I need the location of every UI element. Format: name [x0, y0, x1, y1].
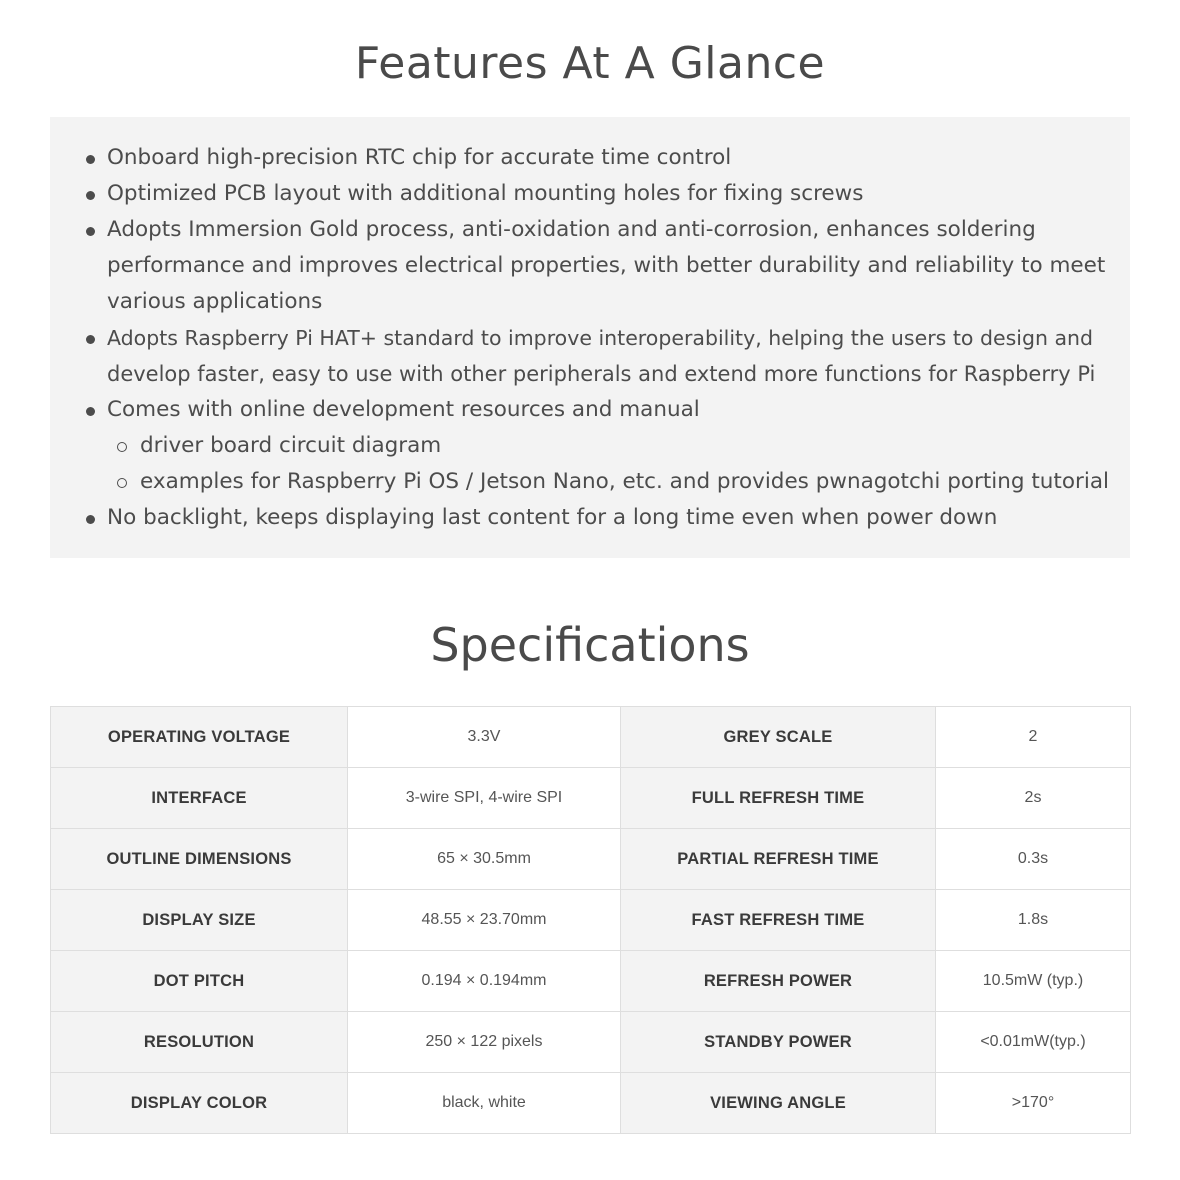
spec-value: 3.3V: [348, 707, 621, 768]
spec-value: black, white: [348, 1073, 621, 1134]
spec-value: 2s: [936, 768, 1131, 829]
spec-label: RESOLUTION: [51, 1012, 348, 1073]
specifications-heading: Specifications: [430, 618, 750, 672]
spec-label: DISPLAY COLOR: [51, 1073, 348, 1134]
features-panel: [50, 117, 1130, 558]
feature-item: [50, 252, 1130, 288]
spec-value: <0.01mW(typ.): [936, 1012, 1131, 1073]
spec-label: FAST REFRESH TIME: [621, 890, 936, 951]
bullet-icon: [86, 191, 95, 200]
feature-item: [50, 288, 1130, 324]
hollow-bullet-icon: [117, 442, 127, 452]
spec-label: OUTLINE DIMENSIONS: [51, 829, 348, 890]
feature-sub-item: [50, 432, 1130, 468]
feature-item: [50, 180, 1130, 216]
feature-text: Optimized PCB layout with additional mounting holes for fixing screws: [107, 181, 864, 206]
specifications-table: [50, 706, 1131, 1134]
spec-label: VIEWING ANGLE: [621, 1073, 936, 1134]
feature-item: [50, 144, 1130, 180]
spec-label: FULL REFRESH TIME: [621, 768, 936, 829]
spec-value: 65 × 30.5mm: [348, 829, 621, 890]
spec-row: [51, 890, 1131, 951]
spec-value: 0.194 × 0.194mm: [348, 951, 621, 1012]
feature-text: performance and improves electrical properties, with better durability and reliability to meet: [107, 253, 1106, 278]
feature-item: [50, 216, 1130, 252]
spec-row: [51, 829, 1131, 890]
feature-text: Comes with online development resources and manual: [107, 397, 700, 422]
feature-text: driver board circuit diagram: [140, 433, 442, 458]
features-heading: Features At A Glance: [354, 38, 826, 89]
spec-value: 2: [936, 707, 1131, 768]
feature-text: No backlight, keeps displaying last content for a long time even when power down: [107, 505, 998, 530]
spec-row: [51, 707, 1131, 768]
spec-row: [51, 768, 1131, 829]
feature-text: various applications: [107, 289, 323, 314]
feature-sub-item: [50, 468, 1130, 504]
spec-value: >170°: [936, 1073, 1131, 1134]
bullet-icon: [86, 515, 95, 524]
spec-value: 48.55 × 23.70mm: [348, 890, 621, 951]
spec-label: PARTIAL REFRESH TIME: [621, 829, 936, 890]
bullet-icon: [86, 335, 95, 344]
feature-item: [50, 396, 1130, 432]
feature-item: [50, 504, 1130, 540]
feature-text: Adopts Immersion Gold process, anti-oxidation and anti-corrosion, enhances soldering: [107, 217, 1036, 242]
specifications-table-body: [51, 707, 1131, 1134]
spec-value: 250 × 122 pixels: [348, 1012, 621, 1073]
spec-value: 3-wire SPI, 4-wire SPI: [348, 768, 621, 829]
bullet-icon: [86, 227, 95, 236]
spec-label: STANDBY POWER: [621, 1012, 936, 1073]
feature-text: Adopts Raspberry Pi HAT+ standard to improve interoperability, helping the users to design and: [107, 326, 1094, 350]
spec-value: 1.8s: [936, 890, 1131, 951]
spec-row: [51, 951, 1131, 1012]
spec-label: OPERATING VOLTAGE: [51, 707, 348, 768]
feature-text: examples for Raspberry Pi OS / Jetson Nano, etc. and provides pwnagotchi porting tutorial: [140, 469, 1109, 494]
spec-row: [51, 1012, 1131, 1073]
spec-label: INTERFACE: [51, 768, 348, 829]
bullet-icon: [86, 407, 95, 416]
spec-label: REFRESH POWER: [621, 951, 936, 1012]
feature-text: develop faster, easy to use with other peripherals and extend more functions for Raspberry Pi: [107, 362, 1096, 386]
hollow-bullet-icon: [117, 478, 127, 488]
spec-value: 0.3s: [936, 829, 1131, 890]
feature-text: Onboard high-precision RTC chip for accurate time control: [107, 145, 732, 170]
spec-label: DISPLAY SIZE: [51, 890, 348, 951]
spec-label: GREY SCALE: [621, 707, 936, 768]
features-list: [50, 144, 1130, 540]
feature-item: [50, 360, 1130, 396]
bullet-icon: [86, 155, 95, 164]
spec-label: DOT PITCH: [51, 951, 348, 1012]
spec-row: [51, 1073, 1131, 1134]
spec-value: 10.5mW (typ.): [936, 951, 1131, 1012]
feature-item: [50, 324, 1130, 360]
